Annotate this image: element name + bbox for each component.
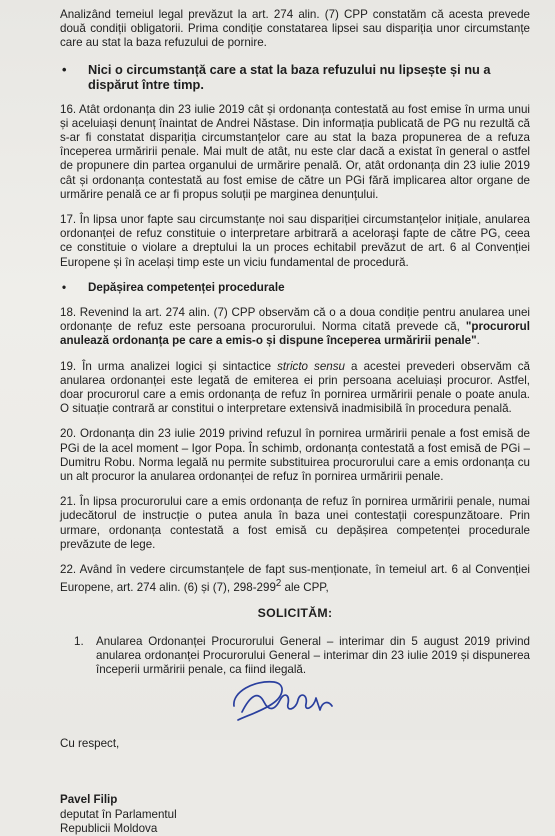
handwritten-signature <box>228 676 338 728</box>
request-text: Anularea Ordonanței Procurorului General – interimar din 5 august 2019 privind anularea ordonanței Procurorului General – interimar din 23 iulie 2019 și dispunerea începerii urmăririi penale, ca fiind ilegală. <box>96 634 530 676</box>
bullet-circumstance-text: Nici o circumstanță care a stat la baza refuzului nu lipsește și nu a dispărut între timp. <box>88 61 491 92</box>
paragraph-18-end: . <box>476 334 480 348</box>
paragraph-22 <box>60 563 530 595</box>
request-item <box>60 635 530 678</box>
signatory-name: Pavel Filip <box>60 793 118 807</box>
closing-salutation: Cu respect, <box>60 737 120 751</box>
paragraph-18-quote: "procurorul anulează ordonanța pe care a emis-o și dispune începerea urmăririi penale" <box>60 320 530 348</box>
bullet-competence <box>60 281 530 295</box>
paragraph-19-rest: a acestei prevederi observăm că anularea ordonanței este legată de emiterea ei prin persoana aceluiași procuror. Astfel, doar procurorul care a emis ordonanța de refuz în pornirea urmăririi penale o poate anula. O situație contrară ar constitui o interpretare extensivă inadmisibilă în procedura penală. <box>60 359 530 416</box>
signatory-title: deputat în Parlamentul <box>60 807 177 821</box>
bullet-circumstance <box>60 62 530 92</box>
paragraph-19-text: 19. În urma analizei logici și sintactice <box>60 359 278 373</box>
signatory-block <box>60 793 530 836</box>
bullet-dot-icon: • <box>62 280 67 294</box>
paragraph-22-superscript: 2 <box>275 578 282 590</box>
paragraph-22-end: ale CPP, <box>281 581 329 595</box>
paragraph-16: 16. Atât ordonanța din 23 iulie 2019 cât și ordonanța contestată au fost emise în urma unui și aceluiași denunț înaintat de Andrei Năstase. Din informația publicată de PG nu rezultă că s-ar fi constatat dispariția circumstanțelor care au stat la baza propunerea de a refuza începerea urmăririi penale. Mai mult de atât, nu este clar dacă a existat în general o astfel de propunere din partea organului de urmărire penală. Or, atât ordonanța din 23 iulie 2019 cât și ordonanța contestată au fost emise de către un PGi fără implicarea altor organe de urmărire penală ce ar fi propus soluții pe marginea denunțului. <box>60 102 530 201</box>
paragraph-22-text: 22. Având în vedere circumstanțele de fapt sus-menționate, în temeiul art. 6 al Convenției Europene, art. 274 alin. (6) și (7), 298-299 <box>60 563 530 595</box>
request-number: 1. <box>74 634 84 648</box>
paragraph-20: 20. Ordonanța din 23 iulie 2019 privind refuzul în pornirea urmăririi penale a fost emisă de PGi de la acel moment – Igor Popa. În schimb, ordonanța contestată a fost emisă de PGi – Dumitru Robu. Norma legală nu permite substituirea procurorului care a emis ordonanța cu un alt procuror la anularea ordonanței de refuz în pornirea urmăririi penale. <box>60 427 530 484</box>
paragraph-17: 17. În lipsa unor fapte sau circumstanțe noi sau dispariției circumstanțelor inițiale, anularea ordonanței de refuz constituie o interpretare arbitrară a aceloraşi fapte de către PG, ceea ce constituie o violare a dreptului la un proces echitabil prevăzut de art. 6 al Convenției Europene și în același timp este un viciu fundamental de procedură. <box>60 213 530 269</box>
solicitam-heading: SOLICITĂM: <box>257 606 333 621</box>
bullet-competence-text: Depășirea competenței procedurale <box>88 280 285 294</box>
paragraph-19-italic: stricto sensu <box>277 359 345 373</box>
paragraph-18-text: 18. Revenind la art. 274 alin. (7) CPP observăm că o a doua condiție pentru anularea unei ordonanțe de refuz este persoana procurorului. Norma citată prevede că, <box>60 306 530 334</box>
intro-paragraph: Analizând temeiul legal prevăzut la art. 274 alin. (7) CPP constatăm că acesta prevede două condiții obligatorii. Prima condiție constatarea lipsei sau dispariția unor circumstanțe care au stat la baza refuzului de pornire. <box>60 8 530 50</box>
bullet-dot-icon: • <box>62 61 67 77</box>
paragraph-21: 21. În lipsa procurorului care a emis ordonanța de refuz în pornirea urmăririi penale, numai judecătorul de instrucție o putea anula în baza unei contestații corespunzătoare. Prin urmare, ordonanța contestată a fost emisă cu depășirea competenței procedurale prevăzute de lege. <box>60 495 530 551</box>
paragraph-19 <box>60 360 530 417</box>
paragraph-18 <box>60 306 530 349</box>
signatory-org: Republicii Moldova <box>60 821 158 835</box>
